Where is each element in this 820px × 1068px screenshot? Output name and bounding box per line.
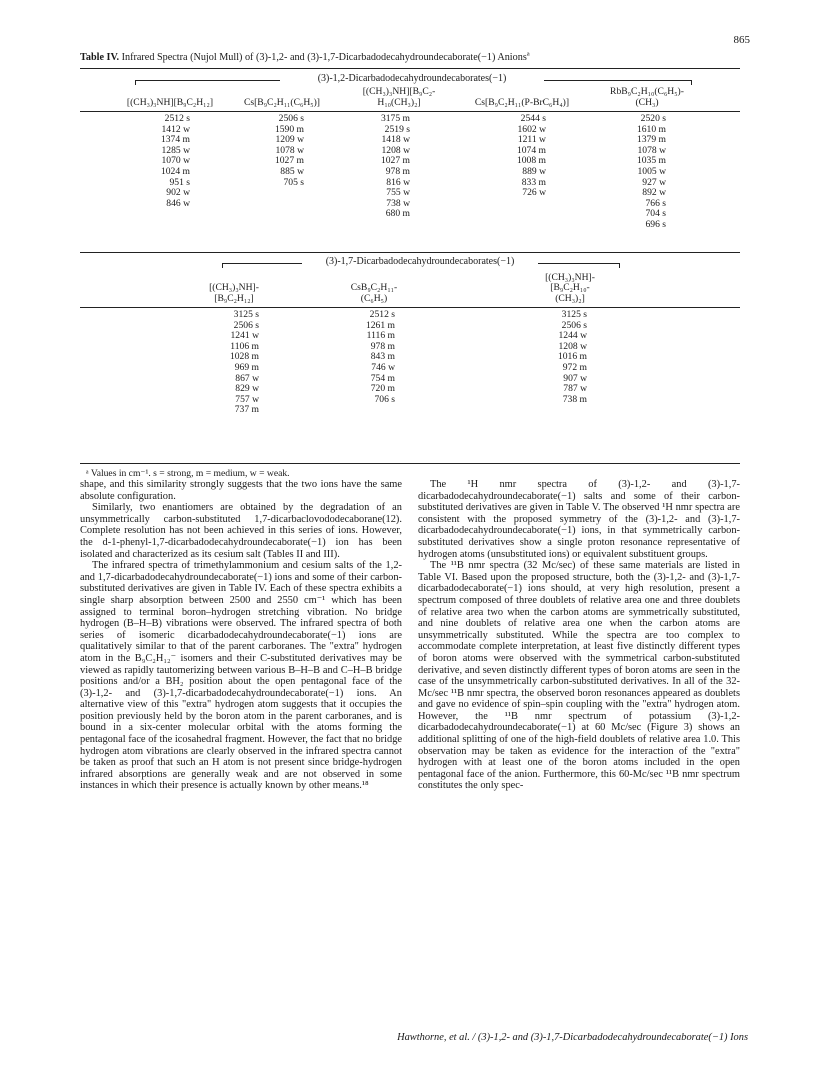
part2-header-line: [B₉C₂H₁₂] [214,292,254,304]
table-cell: 846 w [166,197,190,209]
table-cell: 1418 w [381,134,410,146]
part2-header-line: [B₉C₂H₁₀- [550,282,590,293]
table-bottom-rule [80,463,740,464]
table-cell: 1078 w [275,144,304,156]
table-cell: 1027 m [274,155,304,167]
table-cell: 1016 m [557,351,587,363]
table-cell: 969 m [234,361,259,373]
table-cell: 754 m [370,372,395,384]
table-cell: 746 w [371,361,395,373]
table-cell: 755 w [386,187,410,199]
table-cell: 2519 s [384,123,410,135]
table-cell: 1412 w [161,123,190,135]
table-cell: 1024 m [160,165,190,177]
page-number: 865 [733,34,750,46]
part2-header-line: [(CH₃)₃NH]- [545,271,595,283]
table-cell: 705 s [283,176,304,188]
table-cell: 3125 s [561,309,587,320]
table-cell: 1610 m [636,123,666,135]
table-cell: 1035 m [636,155,666,167]
table-cell: 2544 s [520,113,546,124]
table-cell: 2512 s [164,113,190,124]
table-cell: 2506 s [561,319,587,331]
part2-header-line: [(CH₃)₃NH]- [209,282,259,293]
table-cell: 972 m [562,361,587,373]
part2-column-1 [213,310,259,416]
table-caption [80,52,750,63]
group2-title: (3)-1,7-Dicarbadodecahydroundecaborates(−1) [302,256,538,267]
table-cell: 902 w [166,187,190,199]
table-cell: 2512 s [369,309,395,320]
table-cell: 787 w [563,383,587,395]
part1-header-line: Cs[B₉C₂H₁₁(C₆H₅)] [243,96,321,108]
group1-title: (3)-1,2-Dicarbadodecahydroundecaborates(−1) [280,73,544,84]
table-cell: 829 w [235,383,259,395]
part1-header-5 [582,87,712,108]
part2-header-1 [184,283,284,304]
part1-column-5 [620,114,666,231]
table-cell: 889 w [522,165,546,177]
table-label: Table IV. [80,52,120,63]
table-cell: 1074 m [516,144,546,156]
part1-column-1 [144,114,190,209]
table-cell: 885 w [280,165,304,177]
table-cell: 737 m [234,404,259,416]
table-cell: 696 s [645,218,666,230]
left-paragraph: The infrared spectra of trimethylammonium and cesium salts of the 1,2- and 1,7-dicarbadodecahydroundecaborate(−1) ions and some of their carbon-substituted derivatives are given in Table IV. Each of these spectra exhibits a single sharp absorption between 2500 and 2550 cm⁻¹ which has been assigned to terminal boron–hydrogen stretching vibration. No bridge hydrogen (B–H–B) vibrations were observed. The infrared spectra of both series of isomeric dicarbadodecahydroundecaborate(−1) ions are qualitatively similar to that of the parent carboranes. The "extra" hydrogen atom in the B₉C₂H₁₂⁻ isomers and their C-substituted derivatives may be viewed as rapidly tautomerizing between various B–H–B and C–H–B bridge positions and/or a BH₂ position about the open pentagonal face of the (3)-1,2- and (3)-1,7-dicarbadodecahydroundecaborate(−1) ions. An alternative view of this "extra" hydrogen atom suggests that it occupies the position previously held by the boron atom in the parent carboranes, and is bound in a six-center molecular orbital with the atoms forming the pentagonal face of the icosahedral fragment. However, the fact that no bridge hydrogen atom vibrations are clearly observed in the infrared spectra cannot be taken as proof that such an H atom is not present since bridge-hydrogen infrared absorptions are generally weak and are not observed in some instances in which their presence is actually known by other means.¹⁸ [80,560,402,792]
table-cell: 1208 w [558,340,587,352]
table-cell: 907 w [563,372,587,384]
table-cell: 704 s [645,208,666,220]
part2-header-3 [520,273,620,305]
table-caption-mark: a [526,50,530,58]
part1-column-2 [258,114,304,188]
right-text-column [418,479,740,792]
table-cell: 1208 w [381,144,410,156]
table-caption-text: Infrared Spectra (Nujol Mull) of (3)-1,2- and (3)-1,7-Dicarbadodecahydroundecaborate(−1) Anions [121,52,527,63]
part1-header-line: Cs[B₉C₂H₁₁(P-BrC₆H₄)] [474,96,570,108]
running-footer: Hawthorne, et al. / (3)-1,2- and (3)-1,7-Dicarbadodecahydroundecaborate(−1) Ions [397,1032,748,1043]
table-cell: 1070 w [161,155,190,167]
table-cell: 766 s [645,197,666,209]
table-cell: 1116 m [366,330,395,342]
table-cell: 1374 m [160,134,190,146]
table-cell: 1209 w [275,134,304,146]
table-cell: 1261 m [365,319,395,331]
table-cell: 726 w [522,187,546,199]
table-cell: 1241 w [230,330,259,342]
table-cell: 680 m [385,208,410,220]
table-cell: 1244 w [558,330,587,342]
part1-column-3 [364,114,410,220]
table-cell: 1008 m [516,155,546,167]
part1-header-3 [344,87,454,108]
table-cell: 927 w [642,176,666,188]
right-paragraph: The ¹¹B nmr spectra (32 Mc/sec) of these same materials are listed in Table VI. Based upon the proposed structure, both the (3)-1,2- and (3)-1,7-dicarbadodecaborate(−1) ions should, at very high resolution, present a spectrum composed of three doublets of relative area one and three doublets of relative area two when the carbon atoms are symmetrically substituted, and nine doublets of relative area one when the carbon atoms are unsymmetrically substituted. While the spectra are too complex to accommodate complete interpretation, at least five distinctly different types of boron atoms were observed with the symmetrical carbon-substituted derivative, and seven distinctly different types of boron atoms are seen in the case of the unsymmetrically carbon-substituted derivatives. In all of the 32-Mc/sec ¹¹B nmr spectra, the observed boron resonances appeared as doublets and gave no evidence of spin–spin coupling with the "extra" hydrogen atom. However, the ¹¹B nmr spectrum of potassium (3)-1,2-dicarbadodecahydroundecaborate(−1) at 60 Mc/sec (Figure 3) shows an additional splitting of one of the high-field doublets of relative area 1.0. This observation may be taken as evidence for the interaction of the "extra" hydrogen with at least one of the boron atoms included in the open pentagonal face of the anion. Furthermore, this 60-Mc/sec ¹¹B nmr spectrum constitutes the only spec- [418,560,740,792]
part2-header-2 [324,283,424,304]
part1-header-line: (CH₃) [635,96,659,108]
part2-header-line: (C₆H₅) [360,292,388,304]
table-cell: 1005 w [637,165,666,177]
part1-header-line: H₁₀(CH₃)₂] [377,96,421,108]
part2-header-line: (CH₃)₂] [555,292,585,304]
table-cell: 1379 m [636,134,666,146]
table-cell: 1602 w [517,123,546,135]
table-cell: 2506 s [278,113,304,124]
table-cell: 3175 m [380,113,410,124]
part2-column-3 [541,310,587,405]
left-paragraph: shape, and this similarity strongly suggests that the two ions have the same absolute configuration. [80,479,402,502]
part1-column-4 [500,114,546,199]
table-cell: 978 m [385,165,410,177]
right-paragraph: The ¹H nmr spectra of (3)-1,2- and (3)-1,7-dicarbadodecahydroundecaborate(−1) salts and some of their carbon-substituted derivatives are given in Table V. The observed ¹H nmr spectra are consistent with the proposed symmetry of the (3)-1,2- and (3)-1,7-dicarbadodecahydroundecaborate(−1) ions, in that symmetrically carbon-substituted derivatives show a single proton resonance representative of hydrogen atoms (unsubstituted ions) or equivalent substituent groups. [418,479,740,560]
table-cell: 833 m [521,176,546,188]
table-cell: 2520 s [640,113,666,124]
table-cell: 706 s [374,393,395,405]
table-cell: 867 w [235,372,259,384]
table-cell: 1027 m [380,155,410,167]
table-cell: 892 w [642,187,666,199]
part2-header-line: CsB₉C₂H₁₁- [350,282,398,293]
part1-header-line: [(CH₃)₃NH][B₉C₂H₁₂] [126,96,214,108]
table-cell: 3125 s [233,309,259,320]
part1-header-line: [(CH₃)₃NH][B₉C₂- [362,86,436,97]
table-cell: 757 w [235,393,259,405]
table-cell: 1028 m [229,351,259,363]
table-cell: 843 m [370,351,395,363]
left-paragraph: Similarly, two enantiomers are obtained by the degradation of an unsymmetrically carbon-substituted 1,7-dicarbaclovododecaborane(12). Complete resolution has not been achieved in this series of ions. However, the d-1-phenyl-1,7-dicarbadodecahydroundecaborate(−1) ion has been isolated and characterized as its cesium salt (Tables II and III). [80,502,402,560]
part2-header-rule [80,307,740,308]
table-cell: 951 s [169,176,190,188]
table-cell: 2506 s [233,319,259,331]
table-cell: 720 m [370,383,395,395]
part1-header-2 [222,98,342,109]
table-cell: 738 m [562,393,587,405]
table-top-rule [80,68,740,69]
part1-header-rule [80,111,740,112]
part2-column-2 [349,310,395,405]
table-cell: 1211 w [517,134,546,146]
table-cell: 1078 w [637,144,666,156]
table-cell: 1590 m [274,123,304,135]
table-cell: 1285 w [161,144,190,156]
table-cell: 816 w [386,176,410,188]
part1-header-1 [110,98,230,109]
part-divider-rule [80,252,740,253]
table-footnote: ᵃ Values in cm⁻¹. s = strong, m = medium, w = weak. [86,468,290,479]
table-cell: 1106 m [230,340,259,352]
part1-header-line: RbB₉C₂H₁₀(C₆H₅)- [610,86,684,97]
part1-header-4 [452,98,592,109]
table-cell: 738 w [386,197,410,209]
left-text-column [80,479,402,792]
table-cell: 978 m [370,340,395,352]
